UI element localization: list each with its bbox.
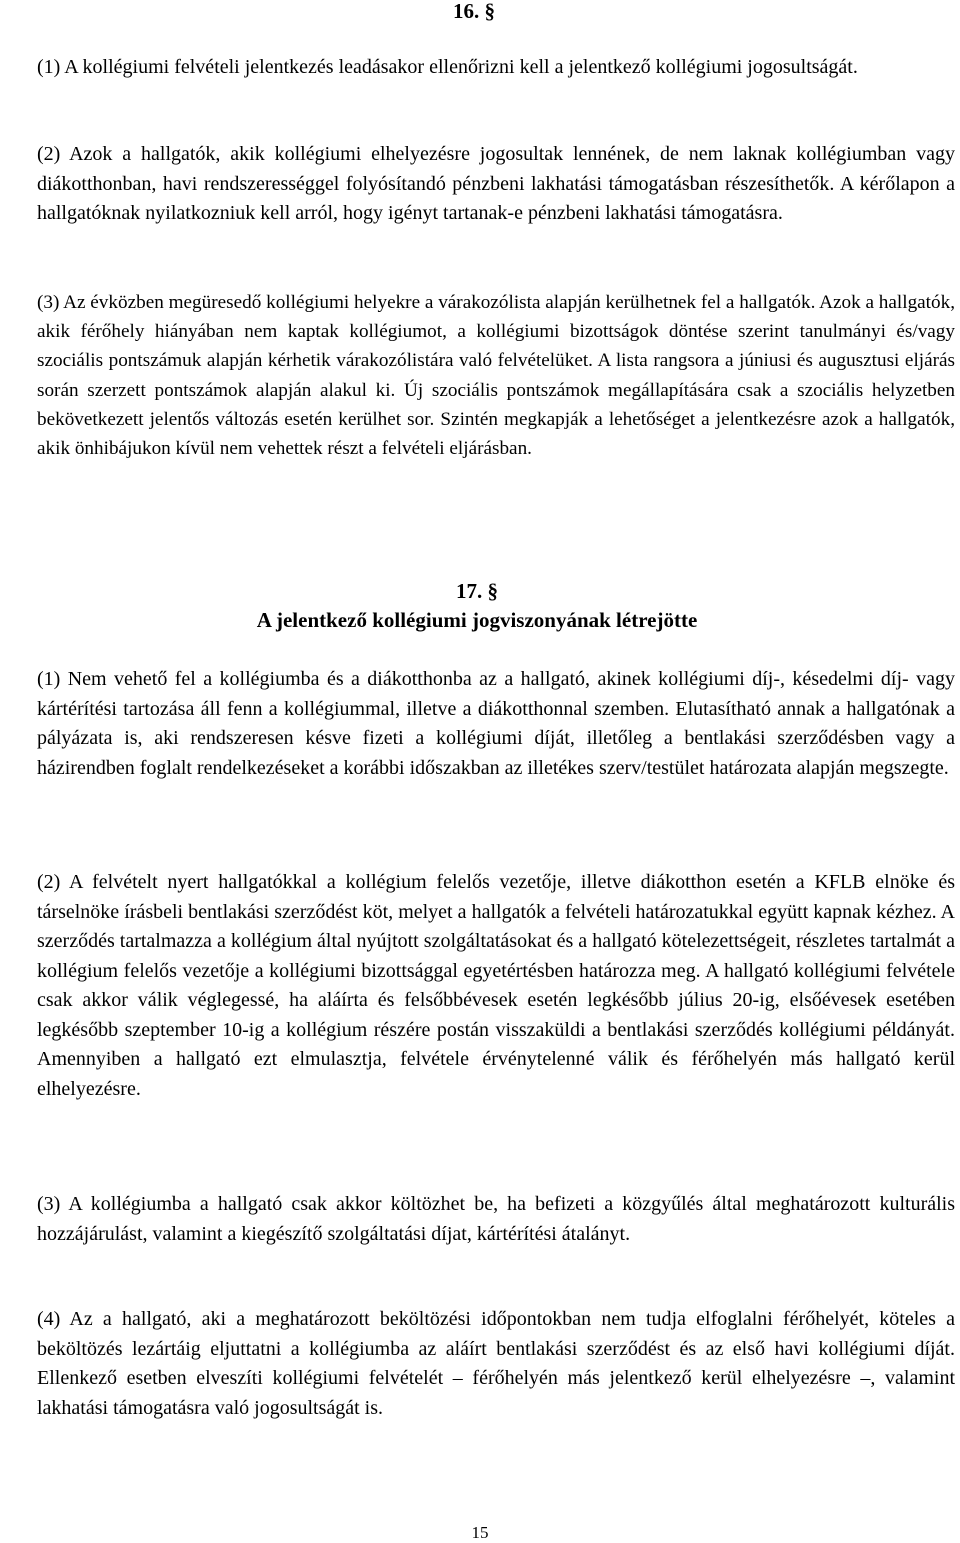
section-16-paragraph-3: (3) Az évközben megüresedő kollégiumi helyekre a várakozólista alapján kerülhetnek fel a hallgatók. Azok a hallgatók, akik férőhely hiányában nem kaptak kollégiumot, a kollégiumi bizottságok döntése szerint tanulmányi és/vagy szociális pontszámuk alapján kérhetik várakozólistára való felvételüket. A lista rangsora a júniusi és augusztusi eljárás során szerzett pontszámok alapján alakul ki. Új szociális pontszámok megállapítására csak a szociális helyzetben bekövetkezett jelentős változás esetén kerülhet sor. Szintén megkapják a lehetőséget a jelentkezésre azok a hallgatók, akik önhibájukon kívül nem vehettek részt a felvételi eljárásban. [37, 292, 955, 460]
section-16-paragraph-1: (1) A kollégiumi felvételi jelentkezés leadásakor ellenőrizni kell a jelentkező kollégiumi jogosultságát. [37, 56, 858, 78]
section-17-paragraph-4: (4) Az a hallgató, aki a meghatározott beköltözési időpontokban nem tudja elfoglalni férőhelyét, köteles a beköltözés lezártáig eljuttatni a kollégiumba az aláírt bentlakási szerződést és az első havi kollégiumi díját. Ellenkező esetben elveszíti kollégiumi felvételét – férőhelyén más jelentkező kerül elhelyezésre –, valamint lakhatási támogatásra való jogosultságát is. [37, 1308, 955, 1419]
section-17-title: A jelentkező kollégiumi jogviszonyának létrejötte [256, 608, 698, 632]
section-16-heading: 16. § [453, 0, 495, 23]
section-17-paragraph-1: (1) Nem vehető fel a kollégiumba és a diákotthonba az a hallgató, akinek kollégiumi díj-, késedelmi díj- vagy kártérítési tartozása áll fenn a kollégiummal, illetve a diákotthonnal szemben. Elutasítható annak a hallgatónak a pályázata is, aki rendszeresen késve fizeti a kollégiumi díját, illetőleg a bentlakási szerződésben vagy a házirendben foglalt rendelkezéseket a korábbi időszakban az illetékes szerv/testület határozata alapján megszegte. [37, 668, 955, 779]
section-16-paragraph-2: (2) Azok a hallgatók, akik kollégiumi elhelyezésre jogosultak lennének, de nem laknak kollégiumban vagy diákotthonban, havi rendszerességgel folyósítandó pénzbeni lakhatási támogatásban részesíthetők. A kérőlapon a hallgatóknak nyilatkozniuk kell arról, hogy igényt tartanak-e pénzbeni lakhatási támogatásra. [37, 143, 955, 224]
section-17-paragraph-3: (3) A kollégiumba a hallgató csak akkor költözhet be, ha befizeti a közgyűlés által meghatározott kulturális hozzájárulást, valamint a kiegészítő szolgáltatási díjat, kártérítési átalányt. [37, 1193, 955, 1245]
section-17-paragraph-2: (2) A felvételt nyert hallgatókkal a kollégium felelős vezetője, illetve diákotthon esetén a KFLB elnöke és társelnöke írásbeli bentlakási szerződést köt, melyet a hallgatók a felvételi határozatukkal együtt kapnak kézhez. A szerződés tartalmazza a kollégium által nyújtott szolgáltatásokat és a hallgató kötelezettségeit, részletes tartalmát a kollégium felelős vezetője a kollégiumi bizottsággal egyetértésben határozza meg. A hallgató kollégiumi felvétele csak akkor válik véglegessé, ha aláírta és felsőbbévesek esetén legkésőbb július 20-ig, elsőévesek esetében legkésőbb szeptember 10-ig a kollégium részére postán visszaküldi a bentlakási szerződés kollégiumi példányát. Amennyiben a hallgató ezt elmulasztja, felvétele érvénytelenné válik és férőhelyén más hallgató kerül elhelyezésre. [37, 871, 955, 1100]
section-17-heading: 17. § [456, 579, 498, 603]
page-number: 15 [471, 1523, 489, 1542]
